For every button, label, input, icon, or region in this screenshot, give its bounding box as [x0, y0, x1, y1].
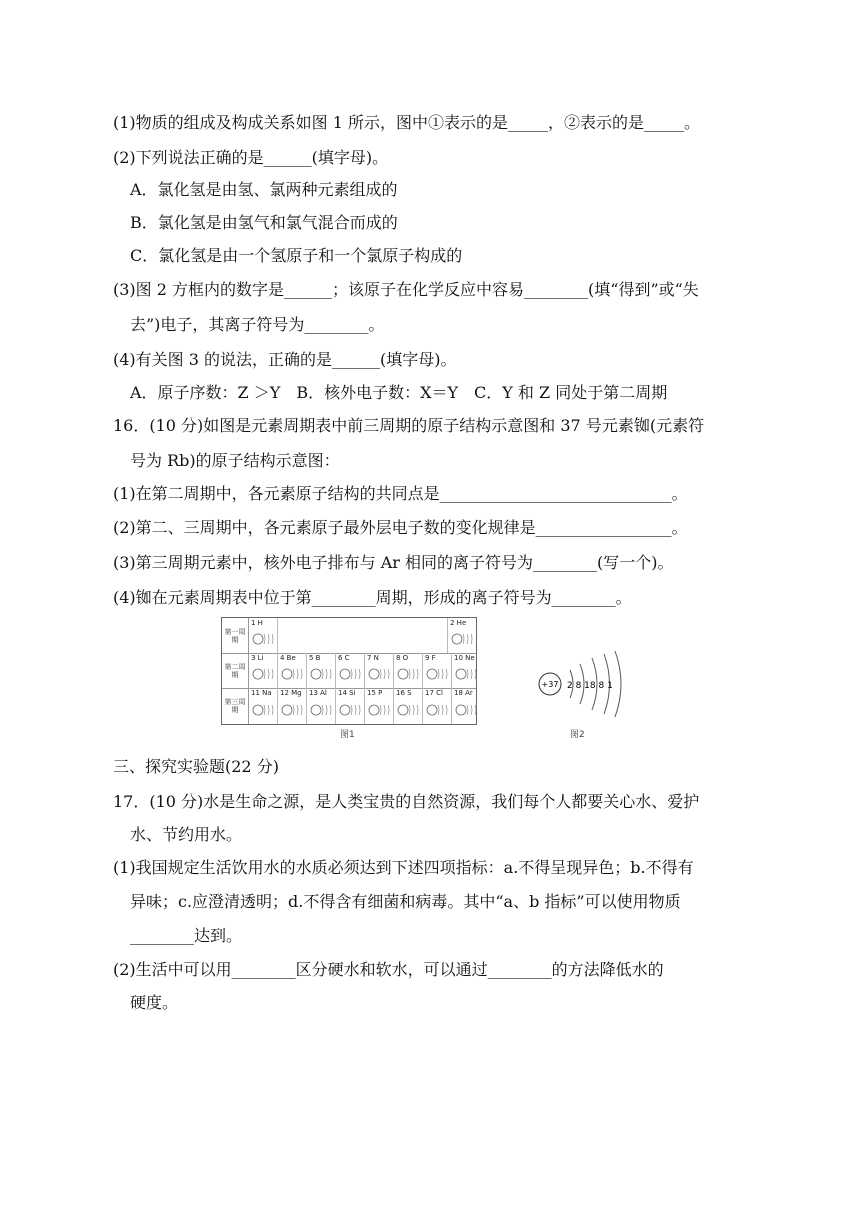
atom-structure-icon — [451, 632, 473, 646]
element-cell — [278, 688, 307, 724]
rubidium-atom-diagram — [536, 650, 636, 722]
q15-part4-options: A．原子序数：Z ＞Y B．核外电子数：X＝Y C．Y 和 Z 同处于第二周期 — [130, 383, 668, 402]
atom-structure-icon — [397, 667, 419, 681]
element-symbol: 1 H — [251, 619, 263, 627]
element-symbol: 11 Na — [251, 689, 272, 697]
element-symbol: 8 O — [396, 654, 409, 662]
element-symbol: 9 F — [425, 654, 436, 662]
q17-part2-cont: 硬度。 — [130, 993, 179, 1012]
element-symbol: 15 P — [367, 689, 383, 697]
period1-row — [222, 618, 476, 654]
element-cell — [307, 688, 336, 724]
element-cell — [394, 688, 423, 724]
q15-part4: (4)有关图 3 的说法，正确的是______(填字母)。 — [113, 350, 457, 369]
shell-electron-counts: 2 8 18 8 1 — [567, 681, 613, 691]
element-symbol: 16 S — [396, 689, 412, 697]
q16-part2: (2)第二、三周期中，各元素原子最外层电子数的变化规律是_________________。 — [113, 518, 688, 537]
section-3-heading: 三、探究实验题(22 分) — [113, 757, 279, 776]
q17-part1-cont: 异味；c.应澄清透明；d.不得含有细菌和病毒。其中“a、b 指标”可以使用物质 — [130, 892, 681, 911]
element-cell — [249, 688, 278, 724]
element-symbol: 7 N — [367, 654, 379, 662]
atom-structure-icon — [281, 703, 303, 717]
period-label: 第二周期 — [222, 653, 249, 688]
q17-stem: 17．(10 分)水是生命之源，是人类宝贵的自然资源，我们每个人都要关心水、爱护 — [113, 792, 700, 811]
q15-option-a: A．氯化氢是由氢、氯两种元素组成的 — [130, 180, 398, 199]
atom-structure-icon — [339, 667, 361, 681]
atom-structure-icon — [368, 703, 390, 717]
q16-stem-cont: 号为 Rb)的原子结构示意图： — [130, 451, 340, 470]
element-symbol: 18 Ar — [454, 689, 473, 697]
atom-structure-icon — [281, 667, 303, 681]
element-cell — [423, 688, 452, 724]
element-symbol: 10 Ne — [454, 654, 475, 662]
q15-part3: (3)图 2 方框内的数字是______；该原子在化学反应中容易________(填“得到”或“失 — [113, 280, 699, 299]
element-cell — [452, 653, 480, 688]
atom-structure-icon — [339, 703, 361, 717]
atom-structure-icon — [252, 632, 274, 646]
element-symbol: 5 B — [309, 654, 321, 662]
element-symbol: 4 Be — [280, 654, 296, 662]
atom-structure-icon — [368, 667, 390, 681]
element-cell — [278, 653, 307, 688]
nucleus-charge: +37 — [541, 680, 559, 689]
element-symbol: 12 Mg — [280, 689, 302, 697]
element-cell — [423, 653, 452, 688]
periodic-table-figure — [221, 617, 477, 725]
element-cell — [448, 618, 476, 653]
element-cell — [365, 653, 394, 688]
q16-stem: 16．(10 分)如图是元素周期表中前三周期的原子结构示意图和 37 号元素铷(元素符 — [113, 416, 705, 435]
atom-structure-icon — [310, 703, 332, 717]
atom-structure-icon — [397, 703, 419, 717]
element-symbol: 3 Li — [251, 654, 264, 662]
element-cell — [365, 688, 394, 724]
q17-part1: (1)我国规定生活饮用水的水质必须达到下述四项指标：a.不得呈现异色；b.不得有 — [113, 858, 694, 877]
atom-structure-icon — [426, 667, 448, 681]
element-symbol: 14 Si — [338, 689, 356, 697]
q15-part3-cont: 去”)电子，其离子符号为________。 — [130, 315, 385, 334]
element-cell — [336, 653, 365, 688]
element-cell — [249, 653, 278, 688]
element-cell — [336, 688, 365, 724]
q15-option-c: C．氯化氢是由一个氢原子和一个氯原子构成的 — [130, 246, 463, 265]
q15-part1: (1)物质的组成及构成关系如图 1 所示，图中①表示的是_____，②表示的是_____。 — [113, 113, 701, 132]
q16-part1: (1)在第二周期中，各元素原子结构的共同点是_____________________________。 — [113, 484, 688, 503]
element-cell — [394, 653, 423, 688]
period-label: 第一周期 — [222, 618, 249, 653]
element-cell — [249, 618, 278, 653]
atom-structure-icon — [455, 667, 477, 681]
atom-structure-icon — [252, 703, 274, 717]
element-cell — [452, 688, 480, 724]
element-symbol: 2 He — [450, 619, 467, 627]
atom-structure-icon — [426, 703, 448, 717]
period3-row — [222, 688, 476, 724]
atom-structure-icon — [310, 667, 332, 681]
period-label: 第三周期 — [222, 688, 249, 724]
electron-shell-arc — [615, 651, 621, 717]
element-symbol: 6 C — [338, 654, 350, 662]
q17-part1-blank: ________达到。 — [130, 926, 243, 945]
atom-structure-icon — [252, 667, 274, 681]
atom-structure-icon — [455, 703, 477, 717]
element-cell — [307, 653, 336, 688]
q17-part2: (2)生活中可以用________区分硬水和软水，可以通过________的方法降低水的 — [113, 960, 664, 979]
q17-stem-cont: 水、节约用水。 — [130, 825, 243, 844]
q16-part4: (4)铷在元素周期表中位于第________周期，形成的离子符号为________。 — [113, 588, 632, 607]
q15-option-b: B．氯化氢是由氢气和氯气混合而成的 — [130, 213, 398, 232]
element-symbol: 17 Cl — [425, 689, 443, 697]
q15-part2: (2)下列说法正确的是______(填字母)。 — [113, 148, 389, 167]
period2-row — [222, 653, 476, 689]
element-symbol: 13 Al — [309, 689, 327, 697]
figure2-caption: 图2 — [570, 730, 585, 740]
q16-part3: (3)第三周期元素中，核外电子排布与 Ar 相同的离子符号为________(写一个)。 — [113, 553, 674, 572]
figure1-caption: 图1 — [340, 730, 355, 740]
